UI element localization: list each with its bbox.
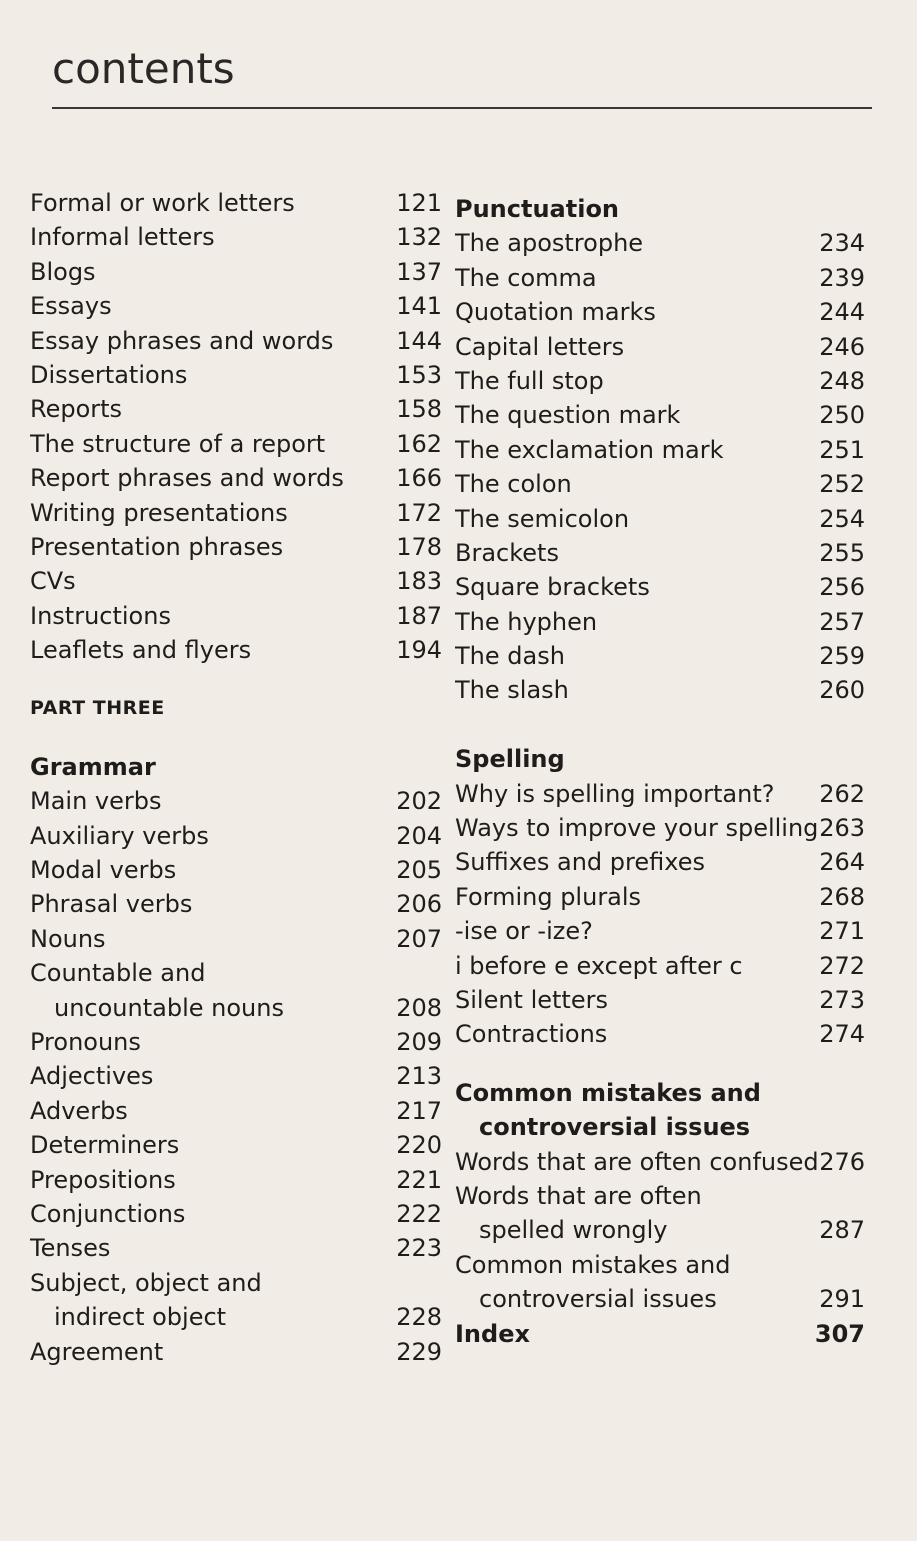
toc-entry-page-number: 246 xyxy=(819,332,865,361)
toc-entry-page-number: 263 xyxy=(819,814,865,843)
toc-entry xyxy=(455,398,865,432)
toc-entry-title: indirect object xyxy=(54,1303,227,1332)
toc-entry xyxy=(30,819,442,853)
toc-entry-title: Informal letters xyxy=(30,223,215,252)
toc-entry xyxy=(30,1300,442,1334)
toc-entry-title: CVs xyxy=(30,567,76,596)
toc-entry-title: Instructions xyxy=(30,601,171,630)
toc-entry-page-number: 162 xyxy=(396,429,442,458)
toc-entry-page-number: 229 xyxy=(396,1337,442,1366)
toc-entry-page-number: 260 xyxy=(819,676,865,705)
toc-entry xyxy=(30,991,442,1025)
toc-entry-page-number: 262 xyxy=(819,779,865,808)
toc-entry-title: Conjunctions xyxy=(30,1199,186,1228)
toc-entry-title: Modal verbs xyxy=(30,856,177,885)
toc-entry xyxy=(30,564,442,598)
section-heading xyxy=(455,192,865,226)
toc-entry-page-number: 220 xyxy=(396,1131,442,1160)
toc-entry-title: Nouns xyxy=(30,924,106,953)
toc-entry-page-number: 153 xyxy=(396,360,442,389)
toc-entry-title: Countable and xyxy=(30,959,206,988)
section-heading xyxy=(455,1110,865,1144)
toc-entry-page-number: 206 xyxy=(396,890,442,919)
toc-entry-title: Ways to improve your spelling xyxy=(455,814,819,843)
toc-entry-title: Pronouns xyxy=(30,1027,141,1056)
toc-entry xyxy=(455,295,865,329)
toc-entry xyxy=(455,570,865,604)
toc-entry-title: PART THREE xyxy=(30,697,165,720)
toc-entry-page-number: 222 xyxy=(396,1199,442,1228)
toc-entry xyxy=(30,1197,442,1231)
toc-entry-title: Report phrases and words xyxy=(30,464,344,493)
toc-entry xyxy=(455,1179,865,1213)
toc-entry xyxy=(30,853,442,887)
toc-entry xyxy=(30,1163,442,1197)
toc-entry-page-number: 187 xyxy=(396,601,442,630)
toc-entry-title: Index xyxy=(455,1319,530,1348)
toc-entry-title: The exclamation mark xyxy=(455,435,724,464)
toc-entry-title: Agreement xyxy=(30,1337,164,1366)
toc-entry-page-number: 255 xyxy=(819,538,865,567)
toc-entry xyxy=(30,633,442,667)
toc-entry-page-number: 291 xyxy=(819,1285,865,1314)
toc-entry-title: Leaflets and flyers xyxy=(30,636,252,665)
toc-entry-page-number: 221 xyxy=(396,1165,442,1194)
toc-entry-page-number: 202 xyxy=(396,787,442,816)
toc-entry xyxy=(455,433,865,467)
toc-entry xyxy=(30,358,442,392)
toc-entry-page-number: 248 xyxy=(819,366,865,395)
toc-entry-title: Essays xyxy=(30,292,112,321)
toc-entry-page-number: 137 xyxy=(396,257,442,286)
title-divider xyxy=(52,107,872,109)
toc-entry-page-number: 209 xyxy=(396,1027,442,1056)
toc-entry xyxy=(30,1128,442,1162)
toc-entry-page-number: 251 xyxy=(819,435,865,464)
section-spacer xyxy=(455,1052,865,1076)
toc-entry xyxy=(30,427,442,461)
toc-entry-title: Formal or work letters xyxy=(30,189,295,217)
toc-entry xyxy=(455,1282,865,1316)
toc-entry-page-number: 254 xyxy=(819,504,865,533)
toc-entry-page-number: 307 xyxy=(814,1319,865,1348)
toc-entry xyxy=(455,639,865,673)
toc-entry-page-number: 256 xyxy=(819,573,865,602)
toc-entry-title: Subject, object and xyxy=(30,1268,262,1297)
toc-entry-title: Reports xyxy=(30,395,123,424)
toc-entry-page-number: 207 xyxy=(396,924,442,953)
toc-entry-page-number: 178 xyxy=(396,532,442,561)
toc-entry-title: Silent letters xyxy=(455,985,608,1014)
toc-entry xyxy=(455,811,865,845)
toc-entry xyxy=(455,880,865,914)
toc-entry-title: Presentation phrases xyxy=(30,532,284,561)
toc-entry-title: The full stop xyxy=(455,366,604,395)
toc-entry-page-number: 208 xyxy=(396,993,442,1022)
toc-entry xyxy=(455,502,865,536)
toc-entry xyxy=(455,845,865,879)
toc-entry-page-number: 234 xyxy=(819,229,865,258)
toc-entry-title: Auxiliary verbs xyxy=(30,821,209,850)
toc-entry-page-number: 132 xyxy=(396,223,442,252)
toc-entry xyxy=(30,1231,442,1265)
toc-entry-page-number: 252 xyxy=(819,470,865,499)
toc-entry-page-number: 250 xyxy=(819,401,865,430)
section-heading xyxy=(455,742,865,776)
toc-entry-page-number: 257 xyxy=(819,607,865,636)
toc-entry-page-number: 259 xyxy=(819,642,865,671)
toc-entry xyxy=(455,673,865,707)
toc-entry-page-number: 223 xyxy=(396,1234,442,1263)
toc-entry xyxy=(455,536,865,570)
toc-entry-title: Phrasal verbs xyxy=(30,890,193,919)
toc-entry xyxy=(455,605,865,639)
toc-entry-page-number: 272 xyxy=(819,951,865,980)
toc-entry xyxy=(30,956,442,990)
page-title: contents xyxy=(52,44,235,93)
toc-entry xyxy=(30,220,442,254)
toc-entry-page-number: 141 xyxy=(396,292,442,321)
toc-entry-page-number: 273 xyxy=(819,985,865,1014)
section-spacer xyxy=(455,708,865,742)
toc-entry-title: Capital letters xyxy=(455,332,625,361)
toc-entry xyxy=(455,914,865,948)
toc-entry xyxy=(30,255,442,289)
toc-entry xyxy=(30,496,442,530)
toc-entry-title: Contractions xyxy=(455,1020,608,1049)
toc-entry xyxy=(455,983,865,1017)
toc-entry-page-number: 121 xyxy=(396,189,442,217)
toc-entry-title: Common mistakes and xyxy=(455,1250,731,1279)
toc-entry-title: The colon xyxy=(455,470,572,499)
toc-entry xyxy=(30,530,442,564)
toc-entry xyxy=(30,186,442,220)
toc-entry-page-number: 274 xyxy=(819,1020,865,1049)
toc-entry xyxy=(30,1266,442,1300)
toc-entry-page-number: 144 xyxy=(396,326,442,355)
section-spacer xyxy=(30,667,442,691)
toc-entry-title: Adverbs xyxy=(30,1096,128,1125)
toc-entry xyxy=(30,784,442,818)
toc-entry xyxy=(455,364,865,398)
part-heading xyxy=(30,691,442,725)
toc-entry-title: The question mark xyxy=(455,401,681,430)
toc-entry xyxy=(30,289,442,323)
toc-entry-title: The semicolon xyxy=(455,504,630,533)
toc-entry-title: The structure of a report xyxy=(30,429,326,458)
toc-entry-page-number: 264 xyxy=(819,848,865,877)
toc-entry-title: The apostrophe xyxy=(455,229,644,258)
toc-entry xyxy=(30,1094,442,1128)
toc-entry-title: Common mistakes and xyxy=(455,1078,761,1107)
toc-entry-title: Words that are often xyxy=(455,1181,702,1210)
toc-entry-title: controversial issues xyxy=(479,1113,751,1142)
toc-entry xyxy=(30,1335,442,1369)
toc-entry xyxy=(455,261,865,295)
toc-entry-title: Grammar xyxy=(30,752,156,781)
toc-entry-title: Spelling xyxy=(455,745,565,774)
toc-entry-page-number: 276 xyxy=(819,1147,865,1176)
toc-entry-page-number: 183 xyxy=(396,567,442,596)
toc-entry-page-number: 268 xyxy=(819,882,865,911)
section-spacer xyxy=(30,726,442,750)
toc-entry xyxy=(455,1248,865,1282)
toc-entry xyxy=(455,1213,865,1247)
toc-entry-title: Forming plurals xyxy=(455,882,642,911)
toc-entry xyxy=(30,392,442,426)
section-heading xyxy=(30,750,442,784)
toc-entry-title: Suffixes and prefixes xyxy=(455,848,705,877)
section-heading xyxy=(455,1076,865,1110)
toc-entry-title: Determiners xyxy=(30,1131,180,1160)
toc-entry-title: Punctuation xyxy=(455,195,620,223)
toc-entry xyxy=(30,461,442,495)
toc-entry-page-number: 271 xyxy=(819,917,865,946)
toc-entry-page-number: 287 xyxy=(819,1216,865,1245)
toc-entry-title: Prepositions xyxy=(30,1165,176,1194)
toc-entry-page-number: 166 xyxy=(396,464,442,493)
toc-entry xyxy=(30,599,442,633)
toc-entry-page-number: 244 xyxy=(819,298,865,327)
toc-entry-title: -ise or -ize? xyxy=(455,917,593,946)
toc-entry-title: Essay phrases and words xyxy=(30,326,334,355)
toc-entry xyxy=(455,949,865,983)
toc-entry xyxy=(455,226,865,260)
toc-entry xyxy=(30,922,442,956)
toc-entry-title: The hyphen xyxy=(455,607,598,636)
toc-entry-title: spelled wrongly xyxy=(479,1216,668,1245)
toc-entry-page-number: 158 xyxy=(396,395,442,424)
toc-entry-page-number: 194 xyxy=(396,636,442,665)
toc-entry-page-number: 204 xyxy=(396,821,442,850)
toc-entry xyxy=(455,777,865,811)
toc-entry-title: Words that are often confused xyxy=(455,1147,819,1176)
toc-entry-title: Why is spelling important? xyxy=(455,779,775,808)
toc-entry-title: controversial issues xyxy=(479,1285,717,1314)
toc-entry-title: Tenses xyxy=(30,1234,111,1263)
toc-entry xyxy=(30,324,442,358)
toc-entry-page-number: 239 xyxy=(819,263,865,292)
toc-entry xyxy=(455,1145,865,1179)
toc-entry-page-number: 172 xyxy=(396,498,442,527)
toc-entry-title: Brackets xyxy=(455,538,559,567)
toc-entry-title: The dash xyxy=(455,642,565,671)
toc-entry-title: Quotation marks xyxy=(455,298,656,327)
toc-entry xyxy=(30,1059,442,1093)
toc-entry-title: Square brackets xyxy=(455,573,650,602)
toc-entry-page-number: 217 xyxy=(396,1096,442,1125)
toc-entry-title: Main verbs xyxy=(30,787,162,816)
toc-entry-title: Dissertations xyxy=(30,360,188,389)
toc-entry xyxy=(455,1017,865,1051)
toc-entry xyxy=(455,467,865,501)
toc-entry-page-number: 228 xyxy=(396,1303,442,1332)
toc-entry-page-number: 205 xyxy=(396,856,442,885)
toc-entry xyxy=(455,330,865,364)
contents-left-column xyxy=(30,186,442,1369)
toc-entry-title: Writing presentations xyxy=(30,498,288,527)
toc-entry-title: i before e except after c xyxy=(455,951,743,980)
toc-entry xyxy=(30,887,442,921)
toc-entry-title: The comma xyxy=(455,263,597,292)
toc-entry xyxy=(30,1025,442,1059)
toc-entry-title: The slash xyxy=(455,676,569,705)
toc-entry-title: uncountable nouns xyxy=(54,993,284,1022)
toc-entry-title: Blogs xyxy=(30,257,96,286)
section-heading xyxy=(455,1317,865,1351)
contents-right-column xyxy=(455,192,865,1351)
toc-entry-title: Adjectives xyxy=(30,1062,154,1091)
toc-entry-page-number: 213 xyxy=(396,1062,442,1091)
